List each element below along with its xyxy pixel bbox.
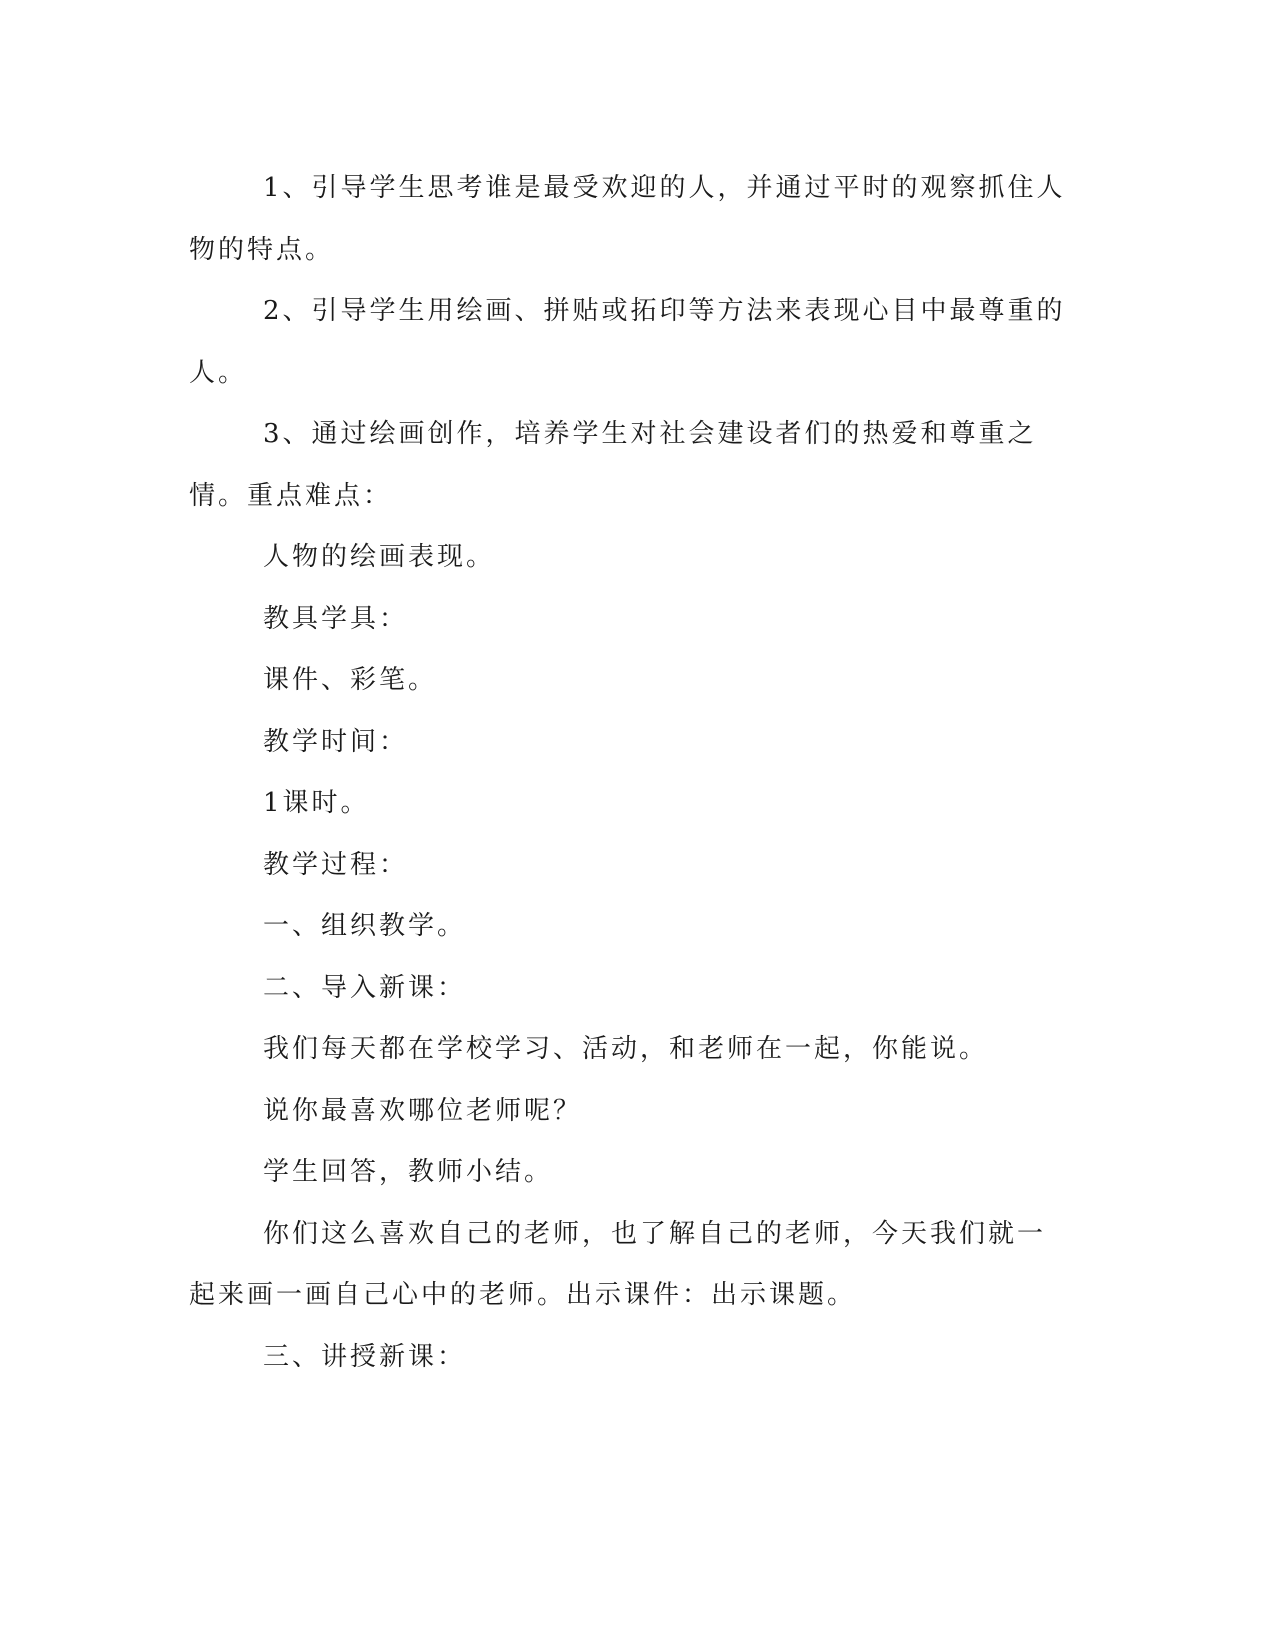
paragraph-materials-heading: 教具学具：: [263, 603, 409, 634]
paragraph-time: 1课时。: [263, 788, 370, 818]
paragraph-key-point: 人物的绘画表现。: [263, 542, 496, 572]
paragraph-materials: 课件、彩笔。: [263, 665, 438, 695]
paragraph-step-1: 一、组织教学。: [263, 911, 467, 941]
paragraph-intro-4: 你们这么喜欢自己的老师，也了解自己的老师，今天我们就一起来画一画自己心中的老师。出示课件：出示课题。: [189, 1218, 1047, 1310]
paragraph-intro-1: 我们每天都在学校学习、活动，和老师在一起，你能说。: [263, 1034, 989, 1064]
document-body: [189, 158, 1069, 1388]
paragraph-objective-1: 1、引导学生思考谁是最受欢迎的人，并通过平时的观察抓住人物的特点。: [189, 173, 1066, 265]
paragraph-step-2: 二、导入新课：: [263, 972, 467, 1003]
paragraph-step-3: 三、讲授新课：: [263, 1341, 467, 1372]
paragraph-intro-2: 说你最喜欢哪位老师呢？: [263, 1095, 583, 1126]
paragraph-objective-2: 2、引导学生用绘画、拼贴或拓印等方法来表现心目中最尊重的人。: [189, 296, 1066, 388]
paragraph-objective-3: 3、通过绘画创作，培养学生对社会建设者们的热爱和尊重之情。重点难点：: [189, 419, 1037, 511]
paragraph-process-heading: 教学过程：: [263, 849, 409, 880]
paragraph-time-heading: 教学时间：: [263, 726, 409, 757]
paragraph-intro-3: 学生回答，教师小结。: [263, 1157, 554, 1187]
